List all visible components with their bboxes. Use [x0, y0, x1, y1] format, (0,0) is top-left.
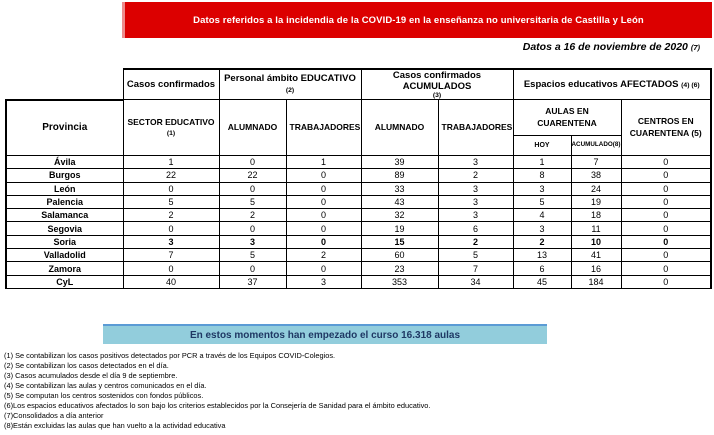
centros-cuarentena-cell: 0	[621, 169, 711, 182]
table-row	[6, 235, 711, 248]
centros-cuarentena-cell: 0	[621, 182, 711, 195]
sector-educativo-cell: 7	[123, 249, 219, 262]
alumnado-acum-cell: 32	[361, 209, 438, 222]
group-note: (2)	[285, 87, 295, 94]
sub-note: (5)	[691, 127, 702, 138]
group-label: Casos confirmados	[126, 79, 216, 90]
province-name-cell: Ávila	[6, 156, 123, 169]
table-row	[6, 209, 711, 222]
alumnado-acum-cell: 39	[361, 156, 438, 169]
sector-educativo-cell: 40	[123, 275, 219, 288]
province-name-cell: Salamanca	[6, 209, 123, 222]
alumnado-acum-cell: 60	[361, 249, 438, 262]
report-title-banner	[122, 2, 712, 38]
group-label: Casos confirmados ACUMULADOS	[392, 70, 482, 92]
footnote-3: (3) Casos acumulados desde el día 9 de septiembre.	[4, 371, 178, 380]
sector-educativo-cell: 0	[123, 182, 219, 195]
trabajadores-acum-cell: 3	[438, 156, 513, 169]
column-header-hoy: HOY	[513, 136, 571, 156]
sector-educativo-cell: 0	[123, 222, 219, 235]
aulas-acum-cell: 41	[571, 249, 621, 262]
alumnado-dia-cell: 37	[219, 275, 286, 288]
footnote-1: (1) Se contabilizan los casos positivos detectados por PCR a través de los Equipos COVID-Colegios.	[4, 351, 336, 360]
alumnado-dia-cell: 22	[219, 169, 286, 182]
sector-educativo-cell: 3	[123, 235, 219, 248]
trabajadores-dia-cell: 0	[286, 209, 361, 222]
trabajadores-dia-cell: 0	[286, 222, 361, 235]
report-date	[523, 41, 700, 53]
alumnado-dia-cell: 0	[219, 182, 286, 195]
alumnado-dia-cell: 5	[219, 249, 286, 262]
corner-empty-cell	[6, 69, 123, 100]
province-name-cell: Burgos	[6, 169, 123, 182]
sector-educativo-cell: 1	[123, 156, 219, 169]
report-title: Datos referidos a la incidendia de la COVID-19 en la enseñanza no universitaria de Castilla y León	[193, 14, 644, 26]
sector-educativo-cell: 2	[123, 209, 219, 222]
province-name-cell: León	[6, 182, 123, 195]
group-note: (4) (6)	[681, 81, 700, 89]
alumnado-acum-cell: 43	[361, 195, 438, 208]
alumnado-dia-cell: 3	[219, 235, 286, 248]
group-label: Personal ámbito EDUCATIVO	[224, 73, 356, 84]
group-header-casos-acumulados	[361, 69, 513, 100]
aulas-acum-cell: 16	[571, 262, 621, 275]
table-row	[6, 169, 711, 182]
table-row	[6, 275, 711, 288]
header-row-sub	[6, 100, 711, 136]
column-header-provincia: Provincia	[6, 100, 123, 156]
sector-educativo-cell: 0	[123, 262, 219, 275]
centros-cuarentena-cell: 0	[621, 262, 711, 275]
footnote-5: (5) Se computan los centros sostenidos con fondos públicos.	[4, 391, 204, 400]
aulas-acum-cell: 18	[571, 209, 621, 222]
centros-cuarentena-cell: 0	[621, 195, 711, 208]
aulas-hoy-cell: 3	[513, 222, 571, 235]
trabajadores-acum-cell: 5	[438, 249, 513, 262]
column-header-sector-educativo	[123, 100, 219, 156]
footnote-4: (4) Se contabilizan las aulas y centros comunicados en el día.	[4, 381, 207, 390]
table-row	[6, 249, 711, 262]
sub-label: CENTROS EN CUARENTENA	[629, 116, 694, 138]
group-header-personal-ambito-educativo	[219, 69, 361, 100]
footnotes-block	[4, 351, 710, 431]
table-row	[6, 195, 711, 208]
aulas-hoy-cell: 45	[513, 275, 571, 288]
footnote-7: (7)Consolidados a día anterior	[4, 411, 104, 420]
table-row	[6, 262, 711, 275]
footnote-2: (2) Se contabilizan los casos detectados en el día.	[4, 361, 169, 370]
trabajadores-acum-cell: 3	[438, 195, 513, 208]
aulas-acum-cell: 10	[571, 235, 621, 248]
highlight-text: En estos momentos han empezado el curso 16.318 aulas	[189, 329, 461, 341]
aulas-acum-cell: 38	[571, 169, 621, 182]
province-name-cell: CyL	[6, 275, 123, 288]
aulas-hoy-cell: 8	[513, 169, 571, 182]
aulas-acum-cell: 19	[571, 195, 621, 208]
aulas-acum-cell: 7	[571, 156, 621, 169]
alumnado-dia-cell: 5	[219, 195, 286, 208]
trabajadores-acum-cell: 34	[438, 275, 513, 288]
alumnado-dia-cell: 0	[219, 156, 286, 169]
centros-cuarentena-cell: 0	[621, 156, 711, 169]
column-header-trabajadores-acum: TRABAJADORES	[438, 100, 513, 156]
trabajadores-acum-cell: 3	[438, 209, 513, 222]
trabajadores-acum-cell: 3	[438, 182, 513, 195]
aulas-hoy-cell: 6	[513, 262, 571, 275]
aulas-hoy-cell: 1	[513, 156, 571, 169]
trabajadores-dia-cell: 0	[286, 262, 361, 275]
trabajadores-dia-cell: 2	[286, 249, 361, 262]
group-header-espacios-afectados	[513, 69, 711, 100]
trabajadores-acum-cell: 2	[438, 169, 513, 182]
alumnado-acum-cell: 19	[361, 222, 438, 235]
alumnado-dia-cell: 0	[219, 262, 286, 275]
sector-educativo-cell: 5	[123, 195, 219, 208]
group-note: (3)	[432, 92, 442, 99]
table-row	[6, 222, 711, 235]
sub-label: SECTOR EDUCATIVO	[127, 117, 215, 128]
alumnado-acum-cell: 15	[361, 235, 438, 248]
alumnado-dia-cell: 0	[219, 222, 286, 235]
centros-cuarentena-cell: 0	[621, 275, 711, 288]
centros-cuarentena-cell: 0	[621, 249, 711, 262]
table-row	[6, 182, 711, 195]
aulas-acum-cell: 11	[571, 222, 621, 235]
aulas-acum-cell: 24	[571, 182, 621, 195]
column-header-acumulado: ACUMULADO(8)	[571, 136, 621, 156]
group-label: Espacios educativos AFECTADOS	[523, 78, 679, 90]
aulas-acum-cell: 184	[571, 275, 621, 288]
centros-cuarentena-cell: 0	[621, 235, 711, 248]
table-body	[6, 156, 711, 289]
trabajadores-dia-cell: 3	[286, 275, 361, 288]
trabajadores-acum-cell: 7	[438, 262, 513, 275]
table-row	[6, 156, 711, 169]
alumnado-acum-cell: 89	[361, 169, 438, 182]
trabajadores-dia-cell: 0	[286, 182, 361, 195]
trabajadores-acum-cell: 2	[438, 235, 513, 248]
province-name-cell: Soria	[6, 235, 123, 248]
trabajadores-acum-cell: 6	[438, 222, 513, 235]
sub-note: (1)	[166, 129, 176, 137]
covid-education-table	[5, 68, 712, 289]
aulas-hoy-cell: 3	[513, 182, 571, 195]
province-name-cell: Segovia	[6, 222, 123, 235]
province-name-cell: Palencia	[6, 195, 123, 208]
province-name-cell: Zamora	[6, 262, 123, 275]
aulas-hoy-cell: 4	[513, 209, 571, 222]
trabajadores-dia-cell: 0	[286, 235, 361, 248]
alumnado-acum-cell: 33	[361, 182, 438, 195]
aulas-hoy-cell: 5	[513, 195, 571, 208]
column-header-aulas-cuarentena: AULAS EN CUARENTENA	[513, 100, 621, 136]
footnote-8: (8)Están excluidas las aulas que han vuelto a la actividad educativa	[4, 421, 226, 430]
column-header-alumnado-acum: ALUMNADO	[361, 100, 438, 156]
trabajadores-dia-cell: 0	[286, 169, 361, 182]
alumnado-acum-cell: 353	[361, 275, 438, 288]
trabajadores-dia-cell: 1	[286, 156, 361, 169]
alumnado-acum-cell: 23	[361, 262, 438, 275]
province-name-cell: Valladolid	[6, 249, 123, 262]
centros-cuarentena-cell: 0	[621, 209, 711, 222]
column-header-trabajadores-dia: TRABAJADORES	[286, 100, 361, 156]
header-row-groups	[6, 69, 711, 100]
report-date-text: Datos a 16 de noviembre de 2020	[522, 41, 688, 53]
footnote-6: (6)Los espacios educativos afectados lo son bajo los criterios establecidos por la Consejería de Sanidad para el ámbito educativo.	[4, 401, 431, 410]
aulas-hoy-cell: 2	[513, 235, 571, 248]
group-header-casos-confirmados	[123, 69, 219, 100]
sector-educativo-cell: 22	[123, 169, 219, 182]
alumnado-dia-cell: 2	[219, 209, 286, 222]
report-date-footnote-ref: (7)	[690, 43, 700, 52]
centros-cuarentena-cell: 0	[621, 222, 711, 235]
column-header-alumnado-dia: ALUMNADO	[219, 100, 286, 156]
trabajadores-dia-cell: 0	[286, 195, 361, 208]
column-header-centros-cuarentena	[621, 100, 711, 156]
highlight-banner	[103, 324, 547, 344]
aulas-hoy-cell: 13	[513, 249, 571, 262]
